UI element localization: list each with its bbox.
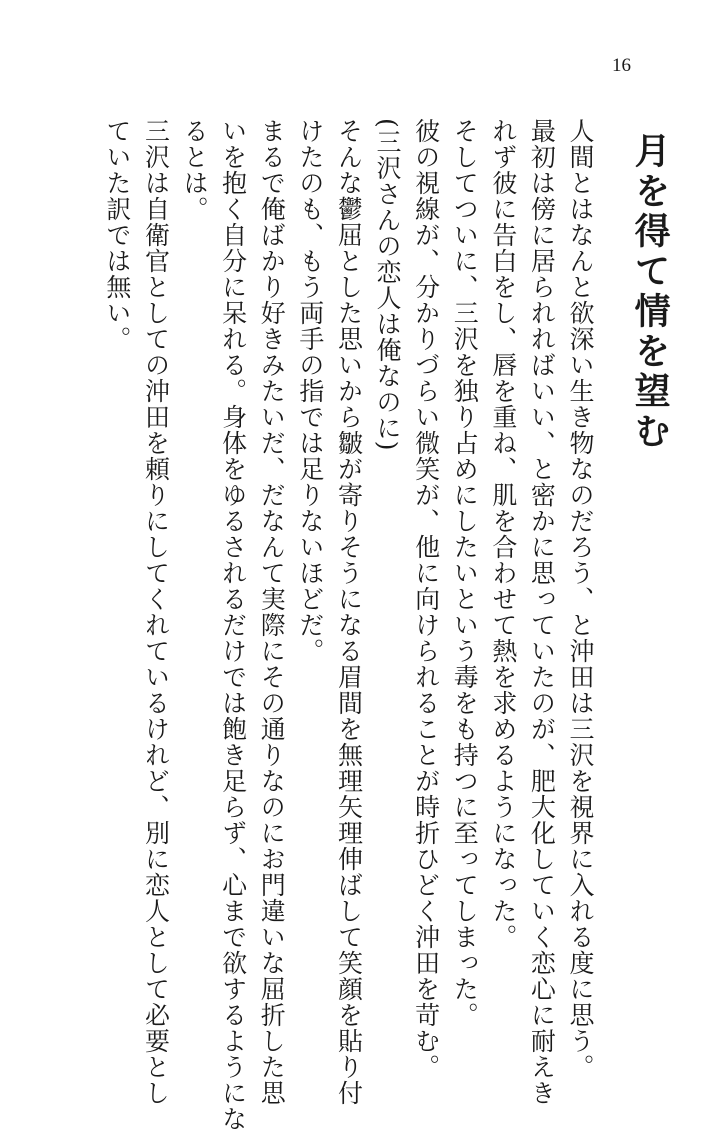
text-line: るとは。	[180, 118, 210, 222]
text-line: 彼の視線が、分かりづらい微笑が、他に向けられることが時折ひどく沖田を苛む。	[411, 118, 441, 1080]
text-line: まるで俺ばかり好きみたいだ、だなんて実際にその通りなのにお門違いな屈折した思	[257, 118, 287, 1106]
text-line: れず彼に告白をし、唇を重ね、肌を合わせて熱を求めるようになった。	[488, 118, 518, 950]
text-line: 最初は傍に居られればいい、と密かに思っていたのが、肥大化していく恋心に耐えき	[527, 118, 557, 1106]
text-line: 人間とはなんと欲深い生き物なのだろう、と沖田は三沢を視界に入れる度に思う。	[566, 118, 595, 1080]
text-line: そんな鬱屈とした思いから皺が寄りそうになる眉間を無理矢理伸ばして笑顔を貼り付	[334, 118, 364, 1106]
body-text	[97, 118, 599, 1132]
text-line: ていた訳では無い。	[102, 118, 132, 352]
text-line: いを抱く自分に呆れる。身体をゆるされるだけでは飽き足らず、心まで欲するようにな	[218, 118, 248, 1132]
chapter-title: 月を得て情を望む	[629, 132, 672, 452]
text-line: 三沢は自衛官としての沖田を頼りにしてくれているけれど、別に恋人として必要とし	[141, 118, 171, 1106]
text-line: (三沢さんの恋人は俺なのに)	[373, 118, 403, 452]
text-line: そしてついに、三沢を独り占めにしたいという毒をも持つに至ってしまった。	[450, 118, 480, 1028]
text-line: けたのも、もう両手の指では足りないほどだ。	[295, 118, 325, 664]
page-number: 16	[612, 55, 631, 76]
